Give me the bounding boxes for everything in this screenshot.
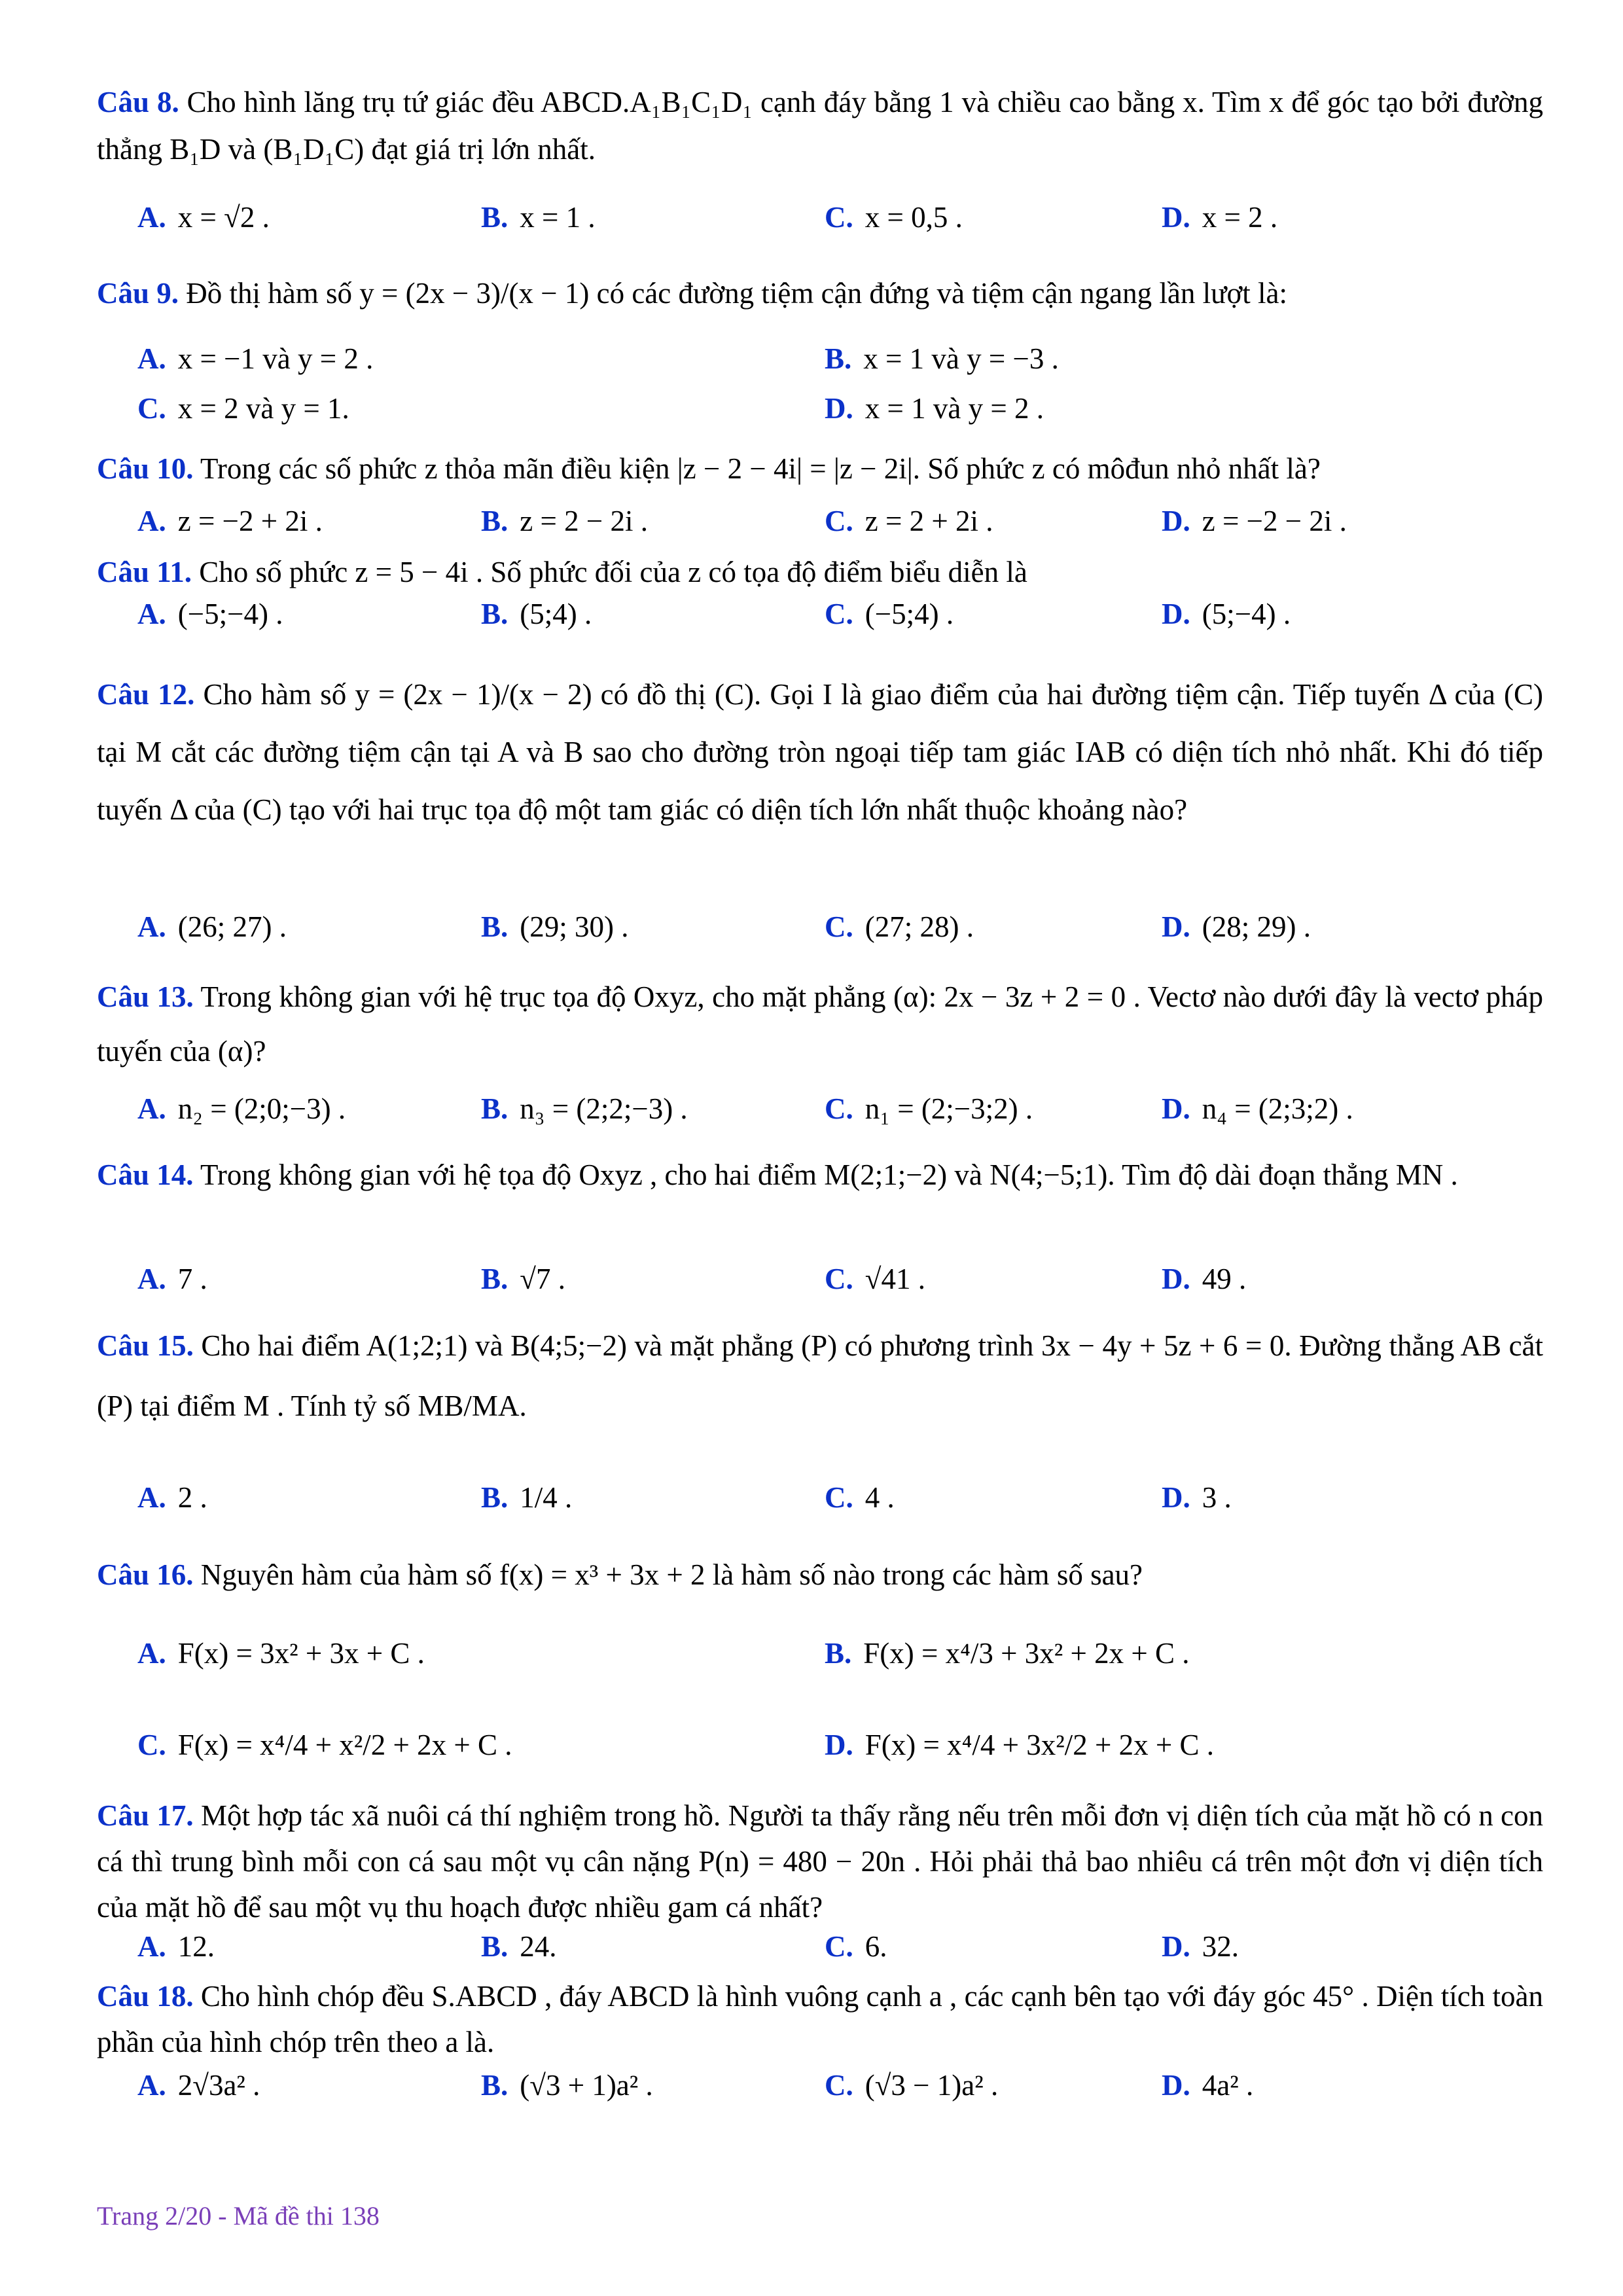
options-15 xyxy=(137,1480,1544,1526)
question-text: Trong không gian với hệ tọa độ Oxyz , cho hai điểm M(2;1;−2) và N(4;−5;1). Tìm độ dài đoạn thẳng MN . xyxy=(200,1158,1458,1191)
option-a: A. n₂ = (2;0;−3) . xyxy=(137,1092,346,1125)
question-label: Câu 10. xyxy=(97,452,194,485)
question-15 xyxy=(97,1316,1543,1437)
option-d: D. x = 1 và y = 2 . xyxy=(825,392,1044,425)
option-b: B. (√3 + 1)a² . xyxy=(481,2069,653,2102)
question-text: Một hợp tác xã nuôi cá thí nghiệm trong hồ. Người ta thấy rằng nếu trên mỗi đơn vị diện tích của mặt hồ có n con cá thì trung bình mỗi con cá sau một vụ cân nặng P(n) = 480 − 20n . Hỏi phải thả bao nhiêu cá trên một đơn vị diện tích của mặt hồ để sau một vụ thu hoạch được nhiều gam cá nhất? xyxy=(97,1799,1543,1924)
option-d: D. 3 . xyxy=(1162,1481,1232,1514)
question-label: Câu 15. xyxy=(97,1329,194,1362)
question-label: Câu 13. xyxy=(97,980,194,1013)
question-8 xyxy=(97,79,1543,173)
option-b: B. (5;4) . xyxy=(481,598,592,630)
option-d: D. (28; 29) . xyxy=(1162,910,1311,943)
option-d: D. F(x) = x⁴/4 + 3x²/2 + 2x + C . xyxy=(825,1729,1214,1761)
question-14 xyxy=(97,1149,1543,1201)
question-text: Cho hàm số y = (2x − 1)/(x − 2) có đồ thị (C). Gọi I là giao điểm của hai đường tiệm cận. Tiếp tuyến Δ của (C) tại M cắt các đường tiệm cận tại A và B sao cho đường tròn ngoại tiếp tam giác IAB có diện tích nhỏ nhất. Khi đó tiếp tuyến Δ của (C) tạo với hai trục tọa độ một tam giác có diện tích lớn nhất thuộc khoảng nào? xyxy=(97,678,1543,826)
option-b: B. z = 2 − 2i . xyxy=(481,505,648,537)
question-17 xyxy=(97,1793,1543,1930)
option-c: C. (27; 28) . xyxy=(825,910,974,943)
question-text: Trong các số phức z thỏa mãn điều kiện |z − 2 − 4i| = |z − 2i|. Số phức z có môđun nhỏ nhất là? xyxy=(200,452,1321,485)
options-12 xyxy=(137,910,1544,956)
options-16-row1 xyxy=(137,1636,1544,1682)
option-b: B. (29; 30) . xyxy=(481,910,629,943)
option-c: C. 4 . xyxy=(825,1481,895,1514)
question-12 xyxy=(97,666,1543,838)
option-c: C. z = 2 + 2i . xyxy=(825,505,993,537)
question-text: Trong không gian với hệ trục tọa độ Oxyz, cho mặt phẳng (α): 2x − 3z + 2 = 0 . Vectơ nào dưới đây là vectơ pháp tuyến của (α)? xyxy=(97,980,1544,1068)
options-17 xyxy=(137,1929,1544,1975)
options-11 xyxy=(137,597,1544,643)
question-18 xyxy=(97,1974,1543,2066)
options-10 xyxy=(137,504,1544,550)
question-text: Đồ thị hàm số y = (2x − 3)/(x − 1) có các đường tiệm cận đứng và tiệm cận ngang lần lượt là: xyxy=(186,277,1288,310)
option-b: B. 24. xyxy=(481,1930,557,1963)
option-d: D. (5;−4) . xyxy=(1162,598,1291,630)
option-a: A. 2 . xyxy=(137,1481,207,1514)
question-label: Câu 11. xyxy=(97,556,192,588)
option-b: B. x = 1 . xyxy=(481,201,596,234)
option-a: A. x = −1 và y = 2 . xyxy=(137,342,374,375)
option-d: D. 49 . xyxy=(1162,1263,1247,1295)
option-b: B. F(x) = x⁴/3 + 3x² + 2x + C . xyxy=(825,1637,1190,1670)
option-b: B. n₃ = (2;2;−3) . xyxy=(481,1092,688,1125)
options-16-row2 xyxy=(137,1728,1544,1774)
option-b: B. 1/4 . xyxy=(481,1481,573,1514)
question-10 xyxy=(97,445,1543,492)
options-9-row1 xyxy=(137,342,1544,387)
options-8 xyxy=(137,200,1544,246)
options-18 xyxy=(137,2068,1544,2114)
option-c: C. 6. xyxy=(825,1930,887,1963)
option-a: A. 7 . xyxy=(137,1263,207,1295)
options-9-row2 xyxy=(137,391,1544,437)
option-b: B. √7 . xyxy=(481,1263,565,1295)
question-text: Cho số phức z = 5 − 4i . Số phức đối của z có tọa độ điểm biểu diễn là xyxy=(199,556,1027,588)
option-c: C. (−5;4) . xyxy=(825,598,954,630)
option-c: C. (√3 − 1)a² . xyxy=(825,2069,999,2102)
question-9 xyxy=(97,270,1543,317)
option-d: D. 32. xyxy=(1162,1930,1239,1963)
question-text: Nguyên hàm của hàm số f(x) = x³ + 3x + 2 là hàm số nào trong các hàm số sau? xyxy=(200,1558,1143,1591)
option-a: A. 2√3a² . xyxy=(137,2069,260,2102)
option-c: C. x = 0,5 . xyxy=(825,201,963,234)
options-13 xyxy=(137,1092,1544,1138)
option-c: C. F(x) = x⁴/4 + x²/2 + 2x + C . xyxy=(137,1729,512,1761)
option-d: D. n₄ = (2;3;2) . xyxy=(1162,1092,1353,1125)
question-label: Câu 12. xyxy=(97,678,195,711)
option-d: D. 4a² . xyxy=(1162,2069,1254,2102)
option-a: A. F(x) = 3x² + 3x + C . xyxy=(137,1637,425,1670)
question-13 xyxy=(97,970,1543,1079)
option-d: D. z = −2 − 2i . xyxy=(1162,505,1347,537)
question-label: Câu 9. xyxy=(97,277,179,310)
question-text: Cho hai điểm A(1;2;1) và B(4;5;−2) và mặt phẳng (P) có phương trình 3x − 4y + 5z + 6 = 0. Đường thẳng AB cắt (P) tại điểm M . Tính tỷ số MB/MA. xyxy=(97,1329,1544,1423)
question-label: Câu 8. xyxy=(97,86,179,118)
option-a: A. (26; 27) . xyxy=(137,910,287,943)
question-label: Câu 17. xyxy=(97,1799,194,1832)
option-a: A. (−5;−4) . xyxy=(137,598,283,630)
options-14 xyxy=(137,1262,1544,1308)
page-footer: Trang 2/20 - Mã đề thi 138 xyxy=(97,2201,380,2231)
option-d: D. x = 2 . xyxy=(1162,201,1278,234)
question-16 xyxy=(97,1551,1543,1598)
option-c: C. n₁ = (2;−3;2) . xyxy=(825,1092,1033,1125)
option-a: A. x = √2 . xyxy=(137,201,270,234)
question-text: Cho hình lăng trụ tứ giác đều ABCD.A₁B₁C₁D₁ cạnh đáy bằng 1 và chiều cao bằng x. Tìm x để góc tạo bởi đường thẳng B₁D và (B₁D₁C) đạt giá trị lớn nhất. xyxy=(97,86,1544,166)
question-label: Câu 16. xyxy=(97,1558,194,1591)
option-a: A. 12. xyxy=(137,1930,215,1963)
option-b: B. x = 1 và y = −3 . xyxy=(825,342,1059,375)
option-a: A. z = −2 + 2i . xyxy=(137,505,323,537)
question-text: Cho hình chóp đều S.ABCD , đáy ABCD là hình vuông cạnh a , các cạnh bên tạo với đáy góc 45° . Diện tích toàn phần của hình chóp trên theo a là. xyxy=(97,1980,1544,2058)
question-label: Câu 14. xyxy=(97,1158,194,1191)
question-11 xyxy=(97,548,1543,596)
question-label: Câu 18. xyxy=(97,1980,194,2013)
option-c: C. √41 . xyxy=(825,1263,925,1295)
option-c: C. x = 2 và y = 1. xyxy=(137,392,349,425)
